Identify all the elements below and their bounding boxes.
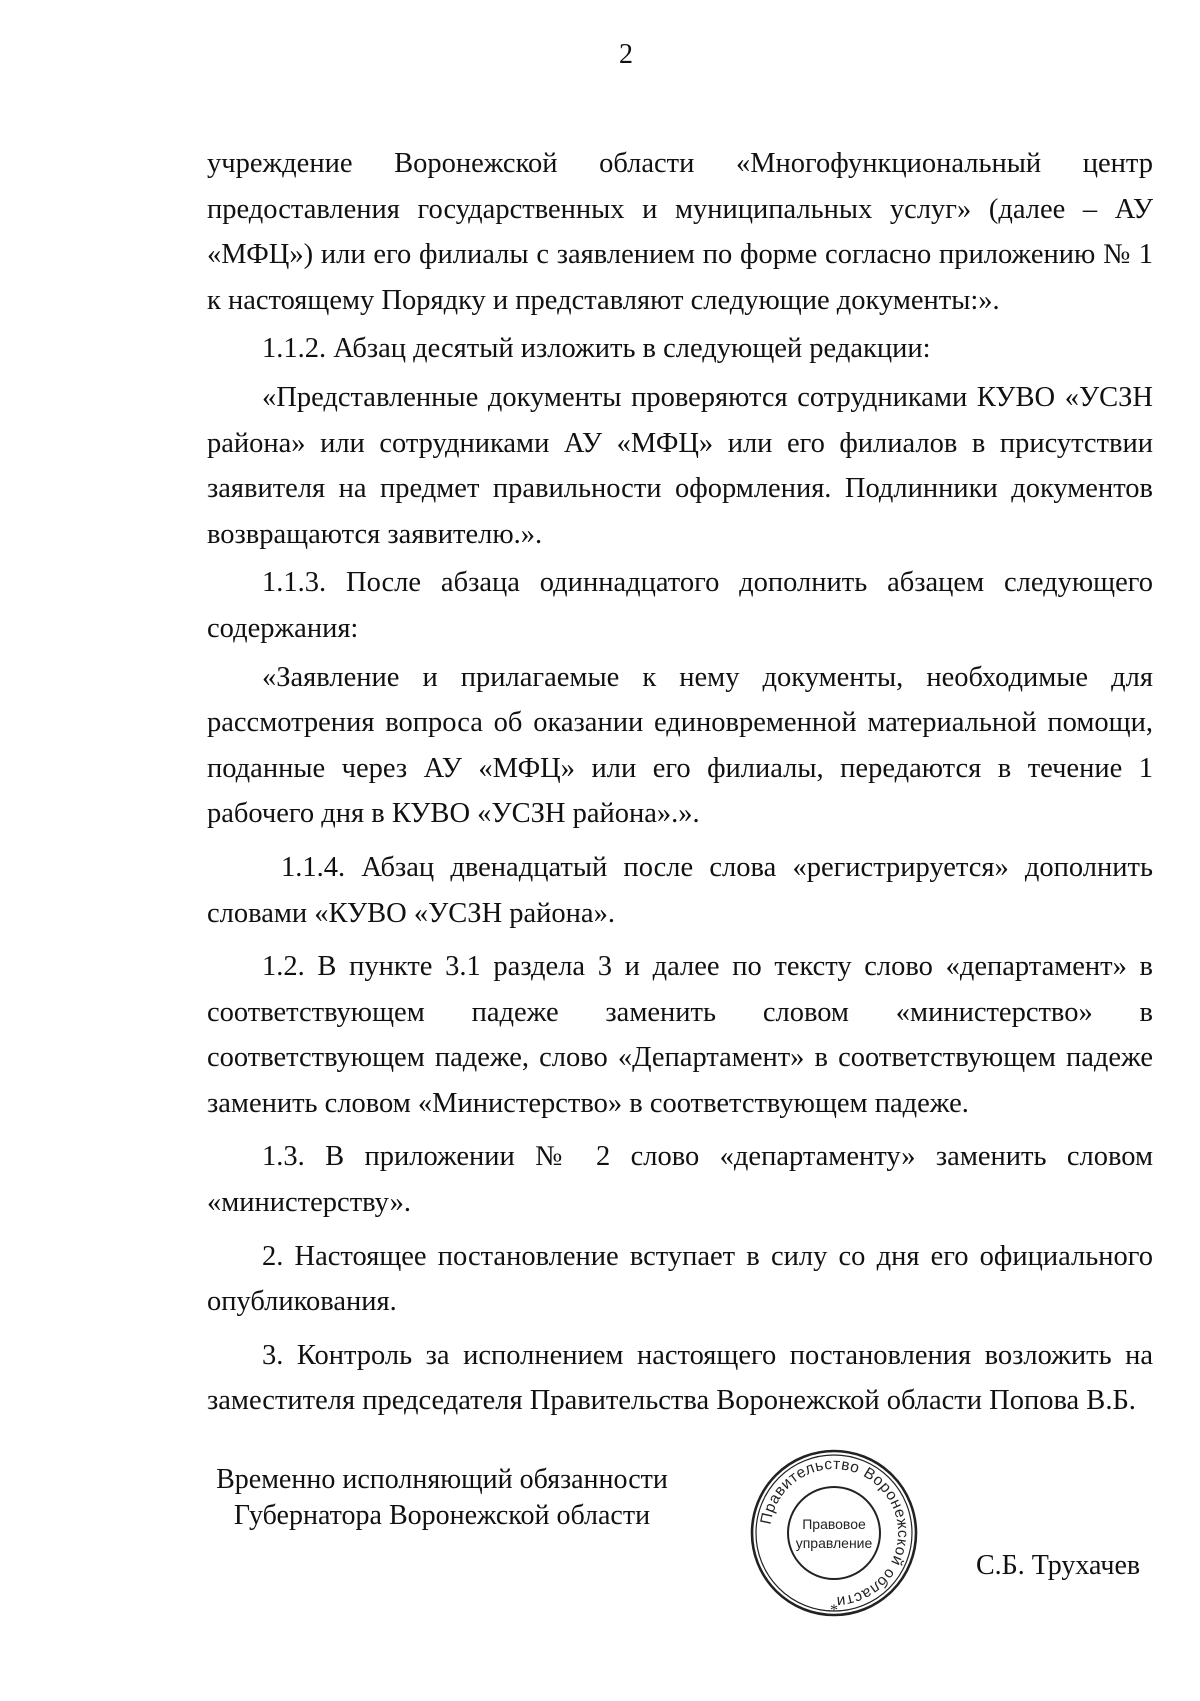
paragraph-continuation: учреждение Воронежской области «Многофункциональный центр предоставления государственных и муниципальных услуг» (далее – АУ «МФЦ») или его филиалы с заявлением по форме согласно приложению № 1 к настоящему Порядку и представляют следующие документы:». xyxy=(207,148,1153,316)
paragraph-1-2: 1.2. В пункте 3.1 раздела 3 и далее по тексту слово «департамент» в соответствующем падеже заменить словом «министерство» в соответствующем падеже, слово «Департамент» в соответствующем падеже заменить словом «Министерство» в соответствующем падеже. xyxy=(207,951,1153,1119)
paragraph-3: 3. Контроль за исполнением настоящего постановления возложить на заместителя председателя Правительства Воронежской области Попова В.Б. xyxy=(207,1339,1153,1417)
stamp-star-icon: * xyxy=(830,1602,838,1619)
signer-title-line-1: Временно исполняющий обязанности xyxy=(216,1464,668,1495)
paragraph-1-1-3: 1.1.3. После абзаца одиннадцатого дополнить абзацем следующего содержания: xyxy=(207,567,1153,644)
paragraph-quote-application: «Заявление и прилагаемые к нему документы, необходимые для рассмотрения вопроса об оказании единовременной материальной помощи, поданные через АУ «МФЦ» или его филиалы, передаются в течение 1 рабочего дня в КУВО «УСЗН района».». xyxy=(207,661,1153,830)
paragraph-quote-documents-check: «Представленные документы проверяются сотрудниками КУВО «УСЗН района» или сотрудниками АУ «МФЦ» или его филиалов в присутствии заявителя на предмет правильности оформления. Подлинники документов возвращаются заявителю.». xyxy=(207,381,1153,550)
stamp-inner-ring xyxy=(788,1487,880,1579)
signer-title-line-2: Губернатора Воронежской области xyxy=(233,1500,651,1531)
signer-title xyxy=(207,1462,677,1534)
stamp-center-line-1: Правовое xyxy=(802,1516,866,1532)
paragraph-1-1-2: 1.1.2. Абзац десятый изложить в следующей редакции: xyxy=(262,333,931,365)
signature-block xyxy=(0,1455,1200,1692)
stamp-outer-ring-inner-line xyxy=(756,1455,912,1611)
document-body xyxy=(207,141,1153,1424)
stamp-center-line-2: управление xyxy=(795,1535,873,1551)
paragraph-1-1-4: 1.1.4. Абзац двенадцатый после слова «регистрируется» дополнить словами «КУВО «УСЗН района». xyxy=(207,851,1153,929)
stamp-outer-ring xyxy=(752,1451,916,1615)
paragraph-2: 2. Настоящее постановление вступает в силу со дня его официального опубликования. xyxy=(207,1240,1153,1318)
paragraph-1-3: 1.3. В приложении № 2 слово «департаменту» заменить словом «министерству». xyxy=(207,1141,1153,1219)
page-number: 2 xyxy=(619,39,633,70)
stamp-ring-text: Правительство Воронежской области xyxy=(757,1455,912,1611)
official-stamp xyxy=(744,1438,924,1628)
signer-name: С.Б. Трухачев xyxy=(976,1550,1141,1581)
